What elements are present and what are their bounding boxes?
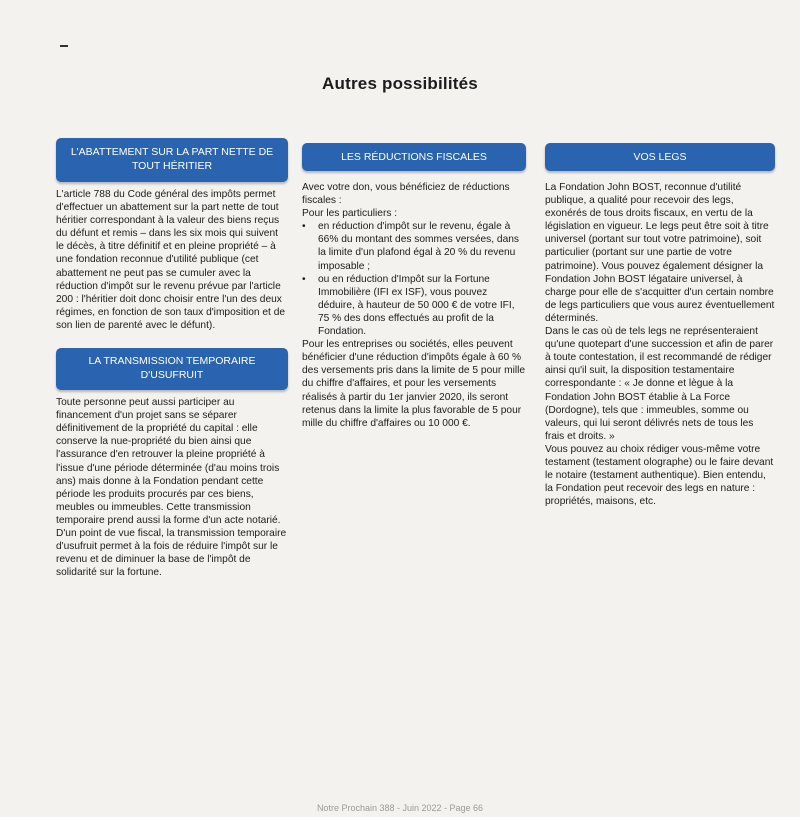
reductions-bullet-2: [302, 273, 526, 338]
reductions-companies: Pour les entreprises ou sociétés, elles peuvent bénéficier d'une réduction d'impôts égale à 60 % des versements pris dans la limite de 5 pour mille du chiffre d'affaires, et pour les versements réalisés à partir du 1er janvier 2020, ils seront retenus dans la limite la plus favorable de 5 pour mille du chiffre d'affaires ou 10 000 €.: [302, 339, 526, 429]
reductions-intro: Avec votre don, vous bénéficiez de réductions fiscales :: [302, 182, 510, 207]
column-right: [545, 138, 775, 508]
legs-para-2: Dans le cas où de tels legs ne représenteraient qu'une quotepart d'une succession et afin de parer à toute contestation, il est recommandé de rédiger ainsi qu'il suit, la disposition testamentaire correspondante : « Je donne et lègue à la Fondation John BOST établie à La Force (Dordogne), tels que : immeubles, somme ou valeurs, qui lui seront délivrés nets de tous les frais et droits. »: [545, 326, 774, 442]
scan-mark: [60, 45, 68, 47]
bullet-icon: •: [302, 273, 306, 285]
reductions-bullet-1-text: en réduction d'impôt sur le revenu, égale à 66% du montant des sommes versées, dans la limite d'un plafond égal à 20 % du revenu imposable ;: [318, 221, 520, 272]
transmission-text: Toute personne peut aussi participer au financement d'un projet sans se séparer définitivement de la propriété du capital : elle conserve la nue-propriété du bien ainsi que l'assurance d'en retrouver la pleine propriété à l'issue d'une période déterminée (d'au moins trois ans) mais donne à la Fondation pendant cette période les produits procurés par ces biens, meubles ou immeubles. Cette transmission temporaire prend aussi la forme d'un acte notarié. D'un point de vue fiscal, la transmission temporaire d'usufruit permet à la fois de réduire l'impôt sur le revenu et de diminuer la base de l'impôt de solidarité sur la fortune.: [56, 397, 287, 579]
heading-abattement: L'ABATTEMENT SUR LA PART NETTE DE TOUT HÉRITIER: [56, 138, 288, 182]
heading-transmission: LA TRANSMISSION TEMPORAIRE D'USUFRUIT: [56, 348, 288, 390]
heading-legs: VOS LEGS: [545, 143, 775, 171]
reductions-individuals-label: Pour les particuliers :: [302, 208, 398, 220]
heading-reductions: LES RÉDUCTIONS FISCALES: [302, 143, 526, 171]
legs-para-1: La Fondation John BOST, reconnue d'utilité publique, a qualité pour recevoir des legs, exonérés de tous droits fiscaux, en vertu de la législation en vigueur. Le legs peut être soit à titre universel (portant sur tout votre patrimoine), soit particulier (portant sur une partie de votre patrimoine). Vous pouvez également désigner la Fondation John BOST légataire universel, à charge pour elle de s'acquitter d'un certain nombre de legs particuliers que vous aurez éventuellement déterminés.: [545, 182, 775, 324]
column-left: [56, 138, 288, 579]
page-footer: Notre Prochain 388 - Juin 2022 - Page 66: [316, 803, 484, 813]
reductions-bullet-1: [302, 220, 526, 272]
bullet-icon: •: [302, 221, 306, 233]
abattement-text: L'article 788 du Code général des impôts permet d'effectuer un abattement sur la part nette de tout héritier correspondant à la valeur des biens reçus du défunt et remis – dans les six mois qui suivent le décès, à titre définitif et en pleine propriété – à une fondation reconnue d'utilité publique (cet abattement ne peut pas se cumuler avec la réduction d'impôt sur le revenu prévue par l'article 200 : l'héritier doit donc choisir entre l'un des deux régimes, en fonction de son taux d'imposition et de son lien de parenté avec le défunt).: [56, 189, 286, 331]
column-middle: [302, 138, 526, 430]
legs-text: [545, 181, 775, 508]
page-title: Autres possibilités: [322, 74, 478, 93]
reductions-text: [302, 181, 526, 430]
legs-para-3: Vous pouvez au choix rédiger vous-même votre testament (testament olographe) ou le faire devant le notaire (testament authentique). Bien entendu, la Fondation peut recevoir des legs en nature : propriétés, maisons, etc.: [545, 443, 774, 508]
reductions-bullet-2-text: ou en réduction d'Impôt sur la Fortune Immobilière (IFI ex ISF), vous pouvez déduire, à hauteur de 50 000 € de votre IFI, 75 % des dons effectués au profit de la Fondation.: [318, 273, 515, 338]
